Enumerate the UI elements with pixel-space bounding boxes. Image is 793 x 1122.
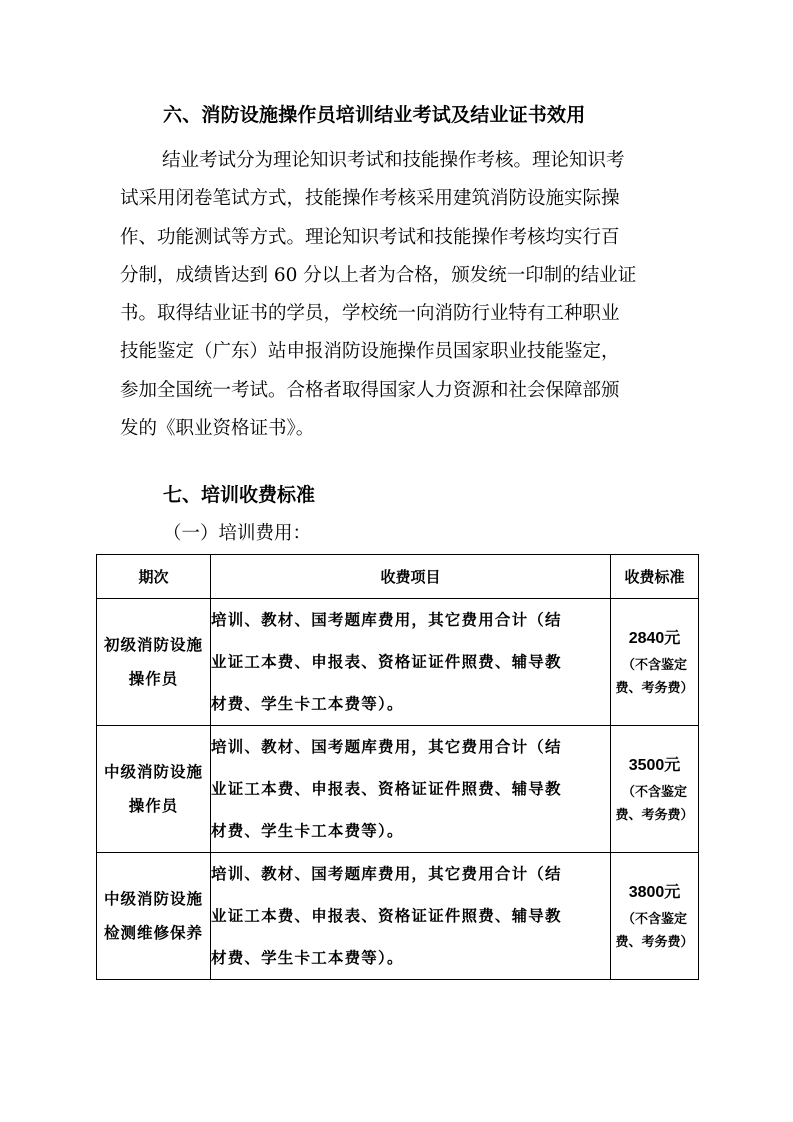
term-cell: 中级消防设施 操作员 — [97, 726, 211, 853]
paragraph-line: 作、功能测试等方式。理论知识考试和技能操作考核均实行百 — [120, 226, 620, 248]
fee-note: （不含鉴定 — [621, 912, 687, 927]
fee-note: （不含鉴定 — [621, 785, 687, 800]
section-7-subheading: （一）培训费用： — [163, 523, 312, 544]
header-fee: 收费标准 — [611, 555, 699, 599]
item-cell: 培训、教材、国考题库费用，其它费用合计（结 业证工本费、申报表、资格证证件照费、辅导教 材费、学生卡工本费等）。 — [211, 726, 611, 853]
term-cell: 中级消防设施 检测维修保养 — [97, 853, 211, 980]
fee-note: （不含鉴定 — [621, 658, 687, 673]
paragraph-line: 分制，成绩皆达到 60 分以上者为合格，颁发统一印制的结业证 — [120, 264, 637, 286]
item-cell: 培训、教材、国考题库费用，其它费用合计（结 业证工本费、申报表、资格证证件照费、辅导教 材费、学生卡工本费等）。 — [211, 599, 611, 726]
header-item: 收费项目 — [211, 555, 611, 599]
fee-note: 费、考务费） — [615, 935, 694, 950]
table-header-row — [97, 555, 699, 599]
table-row — [97, 853, 699, 980]
section-6-heading: 六、消防设施操作员培训结业考试及结业证书效用 — [163, 104, 586, 126]
fee-note: 费、考务费） — [615, 808, 694, 823]
fee-note: 费、考务费） — [615, 681, 694, 696]
paragraph-line: 发的《职业资格证书》。 — [120, 418, 315, 440]
table-row — [97, 726, 699, 853]
paragraph-line: 试采用闭卷笔试方式，技能操作考核采用建筑消防设施实际操 — [120, 188, 620, 210]
fee-amount: 3500元 — [628, 757, 681, 774]
item-cell: 培训、教材、国考题库费用，其它费用合计（结 业证工本费、申报表、资格证证件照费、辅导教 材费、学生卡工本费等）。 — [211, 853, 611, 980]
fee-cell — [611, 599, 699, 726]
fee-amount: 3800元 — [628, 884, 681, 901]
fee-amount: 2840元 — [628, 630, 681, 647]
fee-table — [96, 554, 699, 980]
paragraph-line: 书。取得结业证书的学员，学校统一向消防行业特有工种职业 — [120, 303, 620, 325]
section-6-paragraph — [120, 142, 680, 448]
fee-cell — [611, 726, 699, 853]
fee-cell — [611, 853, 699, 980]
term-cell: 初级消防设施 操作员 — [97, 599, 211, 726]
table-row — [97, 599, 699, 726]
section-7-heading: 七、培训收费标准 — [163, 484, 316, 506]
paragraph-line: 技能鉴定（广东）站申报消防设施操作员国家职业技能鉴定， — [120, 341, 620, 363]
paragraph-line: 参加全国统一考试。合格者取得国家人力资源和社会保障部颁 — [120, 379, 620, 401]
paragraph-line: 结业考试分为理论知识考试和技能操作考核。理论知识考 — [162, 150, 625, 171]
header-term: 期次 — [97, 555, 211, 599]
